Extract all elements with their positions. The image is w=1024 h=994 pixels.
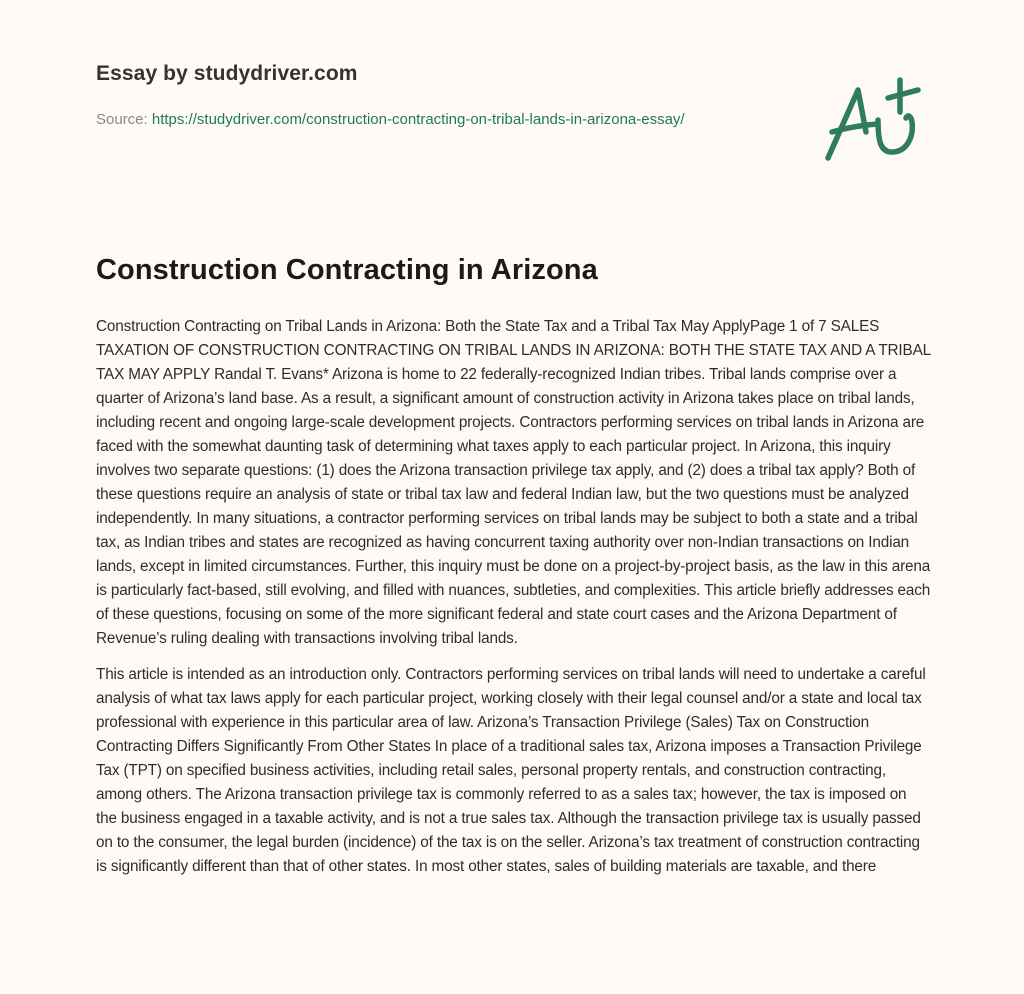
- page-header: [96, 62, 756, 132]
- source-link[interactable]: https://studydriver.com/construction-contracting-on-tribal-lands-in-arizona-essay/: [151, 111, 685, 128]
- article-body: [96, 315, 931, 891]
- source-line: [96, 108, 756, 132]
- article-paragraph: Construction Contracting on Tribal Lands in Arizona: Both the State Tax and a Tribal Tax May ApplyPage 1 of 7 SALES TAXATION OF CONSTRUCTION CONTRACTING ON TRIBAL LANDS IN ARIZONA: BOTH THE STATE TAX AND A TRIBAL TAX MAY APPLY Randal T. Evans* Arizona is home to 22 federally-recognized Indian tribes. Tribal lands comprise over a quarter of Arizona’s land base. As a result, a significant amount of construction activity in Arizona takes place on tribal lands, including recent and ongoing large-scale development projects. Contractors performing services on tribal lands in Arizona are faced with the somewhat daunting task of determining what taxes apply to each particular project. In Arizona, this inquiry involves two separate questions: (1) does the Arizona transaction privilege tax apply, and (2) does a tribal tax apply? Both of these questions require an analysis of state or tribal tax law and federal Indian law, but the two questions must be analyzed independently. In many situations, a contractor performing services on tribal lands may be subject to both a state and a tribal tax, as Indian tribes and states are recognized as having concurrent taxing authority over non-Indian transactions on Indian lands, except in limited circumstances. Further, this inquiry must be done on a project-by-project basis, as the law in this arena is particularly fact-based, still evolving, and filled with nuances, subtleties, and complexities. This article briefly addresses each of these questions, focusing on some of the more significant federal and state court cases and the Arizona Department of Revenue’s ruling dealing with transactions involving tribal lands.: [96, 318, 931, 647]
- source-label: Source:: [96, 111, 152, 128]
- a-plus-grade-icon: [818, 70, 928, 170]
- site-brand: Essay by studydriver.com: [96, 62, 358, 85]
- article-title: Construction Contracting in Arizona: [96, 254, 598, 286]
- article-paragraph: This article is intended as an introduction only. Contractors performing services on tribal lands will need to undertake a careful analysis of what tax laws apply for each particular project, working closely with their legal counsel and/or a state and local tax professional with experience in this particular area of law. Arizona’s Transaction Privilege (Sales) Tax on Construction Contracting Differs Significantly From Other States In place of a traditional sales tax, Arizona imposes a Transaction Privilege Tax (TPT) on specified business activities, including retail sales, personal property rentals, and construction contracting, among others. The Arizona transaction privilege tax is commonly referred to as a sales tax; however, the tax is imposed on the business engaged in a taxable activity, and is not a true sales tax. Although the transaction privilege tax is usually passed on to the consumer, the legal burden (incidence) of the tax is on the seller. Arizona’s tax treatment of construction contracting is significantly different than that of other states. In most other states, sales of building materials are taxable, and there: [96, 666, 926, 875]
